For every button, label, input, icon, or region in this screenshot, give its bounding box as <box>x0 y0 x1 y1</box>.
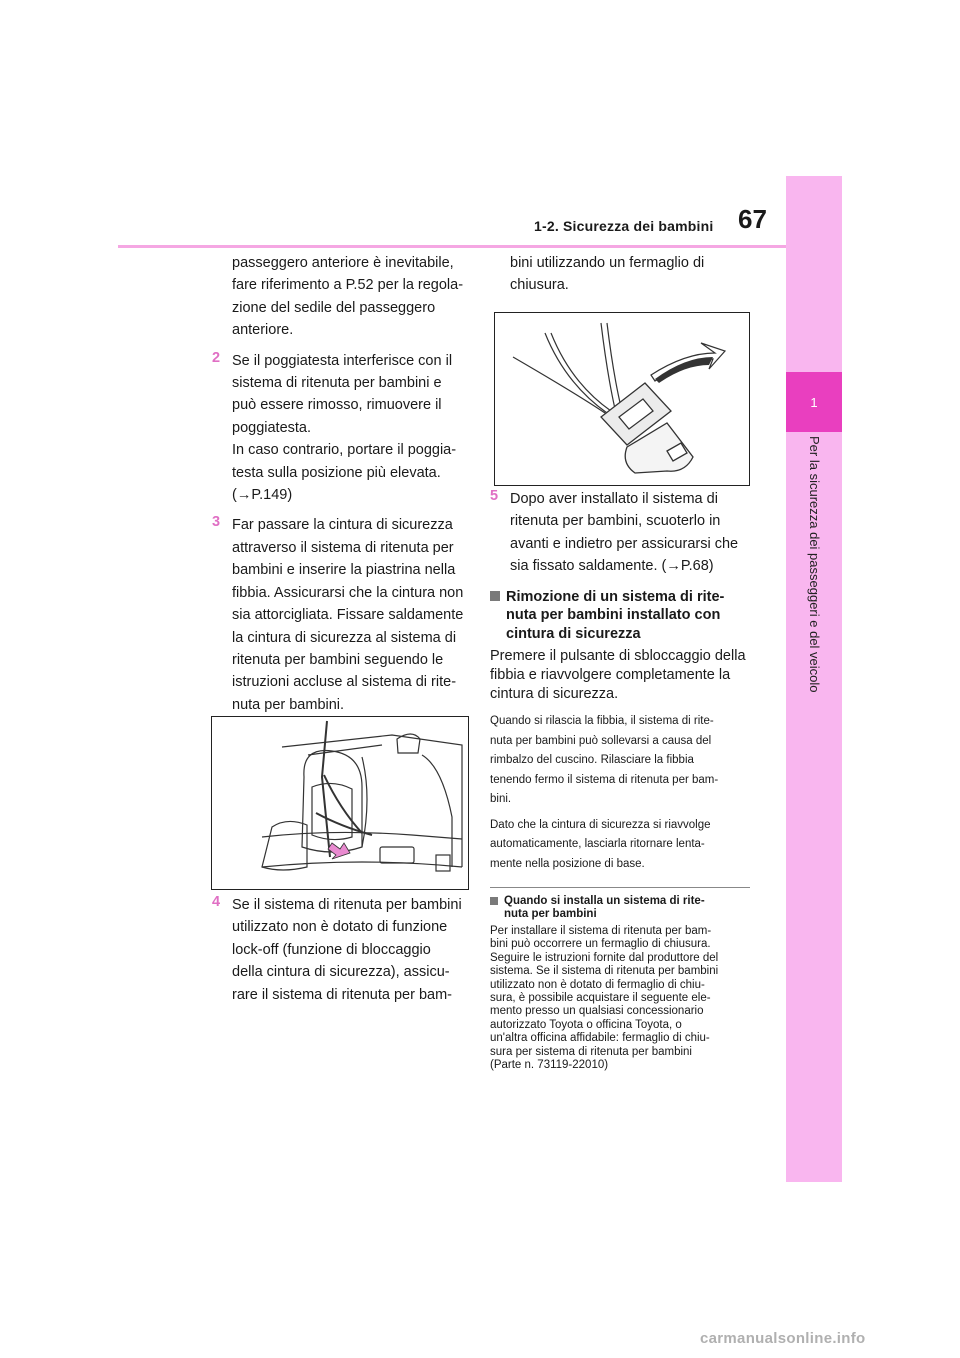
text-line: automaticamente, lasciarla ritornare lenta- <box>490 838 705 851</box>
text-line: nuta per bambini può sollevarsi a causa del <box>490 734 712 747</box>
step-5 <box>490 488 758 578</box>
text-line: testa sulla posizione più elevata. <box>232 464 441 481</box>
part-number: (Parte n. 73119-22010) <box>490 1059 609 1072</box>
text-line: anteriore. <box>232 322 294 339</box>
locking-clip-illustration <box>494 312 750 486</box>
text-line: chiusura. <box>510 277 569 294</box>
text-line: Per installare il sistema di ritenuta per bam- <box>490 925 712 937</box>
removal-heading <box>490 588 758 644</box>
step-number: 2 <box>212 349 221 366</box>
text-line: Quando si rilascia la fibbia, il sistema di rite- <box>490 715 714 728</box>
text-line: Dopo aver installato il sistema di <box>510 491 718 507</box>
header-rule <box>118 245 786 248</box>
text-line: sistema di ritenuta per bambini e <box>232 375 442 392</box>
watermark: carmanualsonline.info <box>700 1330 866 1347</box>
text-line: mento presso un qualsiasi concessionario <box>490 1005 704 1018</box>
text-line: utilizzato non è dotato di funzione <box>232 919 448 936</box>
text-line: Se il sistema di ritenuta per bambini <box>232 897 462 913</box>
retract-note <box>490 816 758 875</box>
step-3 <box>212 514 474 716</box>
text-line: ritenuta per bambini, scuoterlo in <box>510 513 721 530</box>
text-line: Premere il pulsante di sbloccaggio della <box>490 648 746 665</box>
text-line: istruzioni accluse al sistema di rite- <box>232 674 457 691</box>
release-note <box>490 712 758 810</box>
note-body <box>490 925 752 1072</box>
page-reference: sia fissato saldamente. (→P.68) <box>510 558 714 575</box>
text-line: fibbia e riavvolgere completamente la <box>490 667 731 684</box>
child-seat-illustration <box>211 716 469 890</box>
step-number: 5 <box>490 488 499 504</box>
text-line: rimbalzo del cuscino. Rilasciare la fibbia <box>490 754 694 767</box>
text-line: attraverso il sistema di ritenuta per <box>232 539 454 556</box>
section-title: 1-2. Sicurezza dei bambini <box>534 218 714 234</box>
text-line: tenendo fermo il sistema di ritenuta per bam- <box>490 773 719 786</box>
page-number: 67 <box>738 204 767 234</box>
text-line: nuta per bambini. <box>232 696 345 713</box>
arrow-icon <box>328 843 350 859</box>
text-line: bambini e inserire la piastrina nella <box>232 562 456 579</box>
text-line: lock-off (funzione di bloccaggio <box>232 941 431 958</box>
text-line: fibbia. Assicurarsi che la cintura non <box>232 584 464 601</box>
note-heading <box>490 895 752 921</box>
text-line: avanti e indietro per assicurarsi che <box>510 535 739 552</box>
text-line: zione del sedile del passeggero <box>232 299 436 316</box>
square-bullet-icon <box>490 897 498 905</box>
intro-paragraph <box>212 252 474 342</box>
continuation-paragraph <box>490 252 758 297</box>
text-line: autorizzato Toyota o officina Toyota, o <box>490 1018 682 1031</box>
chapter-title: Per la sicurezza dei passeggeri e del veicolo <box>807 436 822 693</box>
text-line: fare riferimento a P.52 per la regola- <box>232 277 464 294</box>
text-line: ritenuta per bambini seguendo le <box>232 651 444 668</box>
text-line: Se il poggiatesta interferisce con il <box>232 352 453 369</box>
heading-line: nuta per bambini <box>504 908 597 920</box>
step-2 <box>212 350 474 507</box>
text-line: Dato che la cintura di sicurezza si riavvolge <box>490 818 711 831</box>
step-number: 3 <box>212 514 221 531</box>
text-line: bini può occorrere un fermaglio di chiusura. <box>490 938 711 951</box>
heading-line: nuta per bambini installato con <box>506 607 721 624</box>
page-reference: (→P.149) <box>232 487 293 504</box>
locking-clip-drawing <box>495 313 749 485</box>
left-column <box>212 252 474 716</box>
right-column <box>490 252 758 297</box>
text-line: bini. <box>490 793 512 806</box>
text-line: poggiatesta. <box>232 419 312 436</box>
text-line: bini utilizzando un fermaglio di <box>510 255 705 271</box>
removal-paragraph <box>490 647 758 704</box>
text-line: sura per sistema di ritenuta per bambini <box>490 1045 692 1058</box>
text-line: sura, è possibile acquistare il seguente ele- <box>490 992 711 1005</box>
right-column-lower <box>490 488 758 874</box>
chapter-number-tab: 1 <box>786 372 842 432</box>
text-line: sia attorcigliata. Fissare saldamente <box>232 607 464 624</box>
text-line: cintura di sicurezza. <box>490 686 619 703</box>
info-note <box>490 895 752 1072</box>
text-line: Seguire le istruzioni fornite dal produttore del <box>490 951 719 964</box>
square-bullet-icon <box>490 591 500 601</box>
heading-line: Quando si installa un sistema di rite- <box>504 895 705 907</box>
text-line: può essere rimosso, rimuovere il <box>232 397 442 414</box>
chapter-title-vertical <box>786 436 842 746</box>
text-line: mente nella posizione di base. <box>490 857 645 870</box>
text-line: Far passare la cintura di sicurezza <box>232 517 453 534</box>
heading-line: cintura di sicurezza <box>506 625 641 642</box>
left-column-continued <box>212 894 474 1006</box>
text-line: rare il sistema di ritenuta per bam- <box>232 986 452 1003</box>
step-number: 4 <box>212 894 221 910</box>
text-line: In caso contrario, portare il poggia- <box>232 442 457 459</box>
heading-line: Rimozione di un sistema di rite- <box>506 588 725 605</box>
text-line: della cintura di sicurezza), assicu- <box>232 964 450 981</box>
child-seat-drawing <box>212 717 468 889</box>
text-line: passeggero anteriore è inevitabile, <box>232 255 454 271</box>
text-line: utilizzato non è dotato di fermaglio di chiu- <box>490 978 705 991</box>
step-4 <box>212 894 474 1006</box>
text-line: sistema. Se il sistema di ritenuta per bambini <box>490 965 719 978</box>
note-divider <box>490 887 750 888</box>
text-line: la cintura di sicurezza al sistema di <box>232 629 457 646</box>
text-line: un'altra officina affidabile: fermaglio di chiu- <box>490 1032 710 1045</box>
